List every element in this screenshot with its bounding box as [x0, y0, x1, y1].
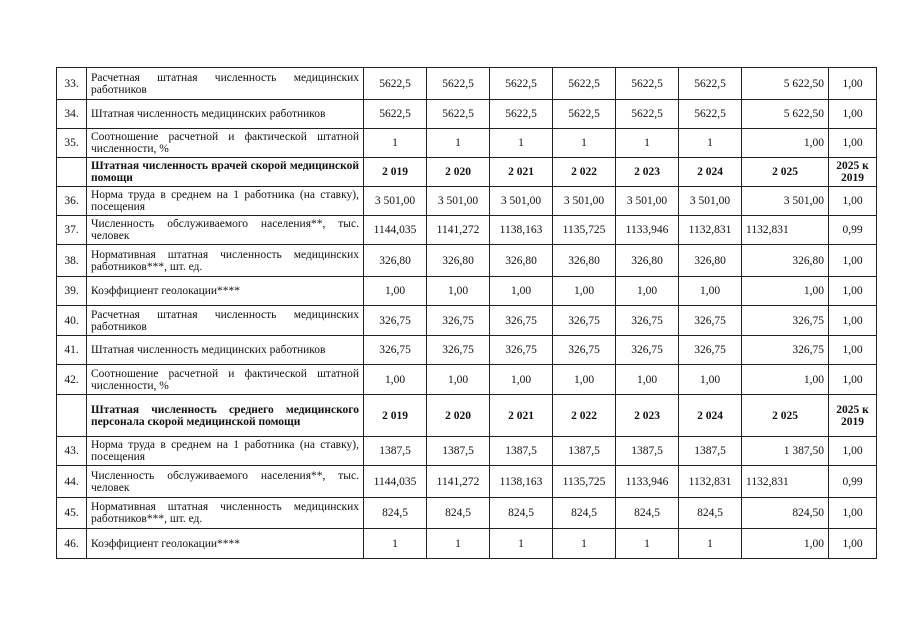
ratio-value-cell: 0,99	[829, 466, 877, 498]
year-value-cell: 1387,5	[364, 437, 427, 466]
ratio-value-cell: 1,00	[829, 245, 877, 277]
row-number-cell	[57, 158, 87, 187]
row-number-cell: 34.	[57, 100, 87, 129]
row-number-cell	[57, 395, 87, 437]
year-value-cell: 1	[364, 529, 427, 559]
row-number-cell: 41.	[57, 336, 87, 365]
row-number-cell: 46.	[57, 529, 87, 559]
section-title-cell: Штатная численность врачей скорой медицинской помощи	[87, 158, 364, 187]
year-value-cell: 824,5	[679, 498, 742, 529]
year-value-cell: 326,75	[616, 306, 679, 336]
year-value-cell: 5622,5	[616, 68, 679, 100]
year-value-cell: 326,75	[490, 306, 553, 336]
year-value-cell: 1,00	[427, 277, 490, 306]
year-value-cell: 1	[679, 129, 742, 158]
ratio-value-cell: 1,00	[829, 336, 877, 365]
ratio-value-cell: 1,00	[829, 187, 877, 216]
year-value-cell: 326,75	[553, 306, 616, 336]
year-header-cell: 2 022	[553, 395, 616, 437]
year-header-cell: 2 025	[742, 395, 829, 437]
table-row	[57, 336, 877, 365]
year-value-cell: 1,00	[616, 277, 679, 306]
year-value-cell: 326,75	[364, 336, 427, 365]
year-value-cell: 5622,5	[364, 68, 427, 100]
indicator-label-cell: Норма труда в среднем на 1 работника (на ставку), посещения	[87, 437, 364, 466]
year-header-cell: 2 021	[490, 395, 553, 437]
year-value-cell: 326,80	[553, 245, 616, 277]
year-value-cell: 5622,5	[427, 68, 490, 100]
year-value-cell: 1135,725	[553, 216, 616, 245]
year-value-cell: 1132,831	[679, 216, 742, 245]
year-value-cell: 1141,272	[427, 466, 490, 498]
staffing-table	[56, 67, 877, 559]
section-header-row	[57, 395, 877, 437]
indicator-label-cell: Численность обслуживаемого населения**, тыс. человек	[87, 466, 364, 498]
year-header-cell: 2 021	[490, 158, 553, 187]
year-value-cell: 1135,725	[553, 466, 616, 498]
table-row	[57, 466, 877, 498]
indicator-label-cell: Численность обслуживаемого населения**, тыс. человек	[87, 216, 364, 245]
ratio-value-cell: 1,00	[829, 365, 877, 395]
year-value-cell: 5622,5	[679, 100, 742, 129]
table-row	[57, 245, 877, 277]
year-value-cell: 5622,5	[427, 100, 490, 129]
indicator-label-cell: Нормативная штатная численность медицинских работников***, шт. ед.	[87, 245, 364, 277]
row-number-cell: 44.	[57, 466, 87, 498]
year-value-cell: 1,00	[490, 277, 553, 306]
year-2025-value-cell: 1,00	[742, 129, 829, 158]
year-2025-value-cell: 1,00	[742, 529, 829, 559]
row-number-cell: 42.	[57, 365, 87, 395]
indicator-label-cell: Соотношение расчетной и фактической штатной численности, %	[87, 365, 364, 395]
year-value-cell: 1,00	[427, 365, 490, 395]
ratio-header-cell: 2025 к 2019	[829, 395, 877, 437]
year-value-cell: 326,80	[490, 245, 553, 277]
year-value-cell: 3 501,00	[616, 187, 679, 216]
table-row	[57, 216, 877, 245]
year-2025-value-cell: 1132,831	[742, 466, 829, 498]
year-value-cell: 326,75	[490, 336, 553, 365]
year-value-cell: 326,75	[427, 336, 490, 365]
year-value-cell: 3 501,00	[679, 187, 742, 216]
year-value-cell: 326,75	[364, 306, 427, 336]
year-value-cell: 1	[616, 529, 679, 559]
year-value-cell: 1	[679, 529, 742, 559]
year-value-cell: 326,75	[679, 306, 742, 336]
year-header-cell: 2 023	[616, 158, 679, 187]
year-value-cell: 1	[553, 129, 616, 158]
year-header-cell: 2 019	[364, 158, 427, 187]
row-number-cell: 39.	[57, 277, 87, 306]
year-value-cell: 3 501,00	[364, 187, 427, 216]
indicator-label-cell: Расчетная штатная численность медицинских работников	[87, 306, 364, 336]
year-value-cell: 1387,5	[553, 437, 616, 466]
year-value-cell: 1,00	[679, 365, 742, 395]
indicator-label-cell: Коэффициент геолокации****	[87, 277, 364, 306]
table-row	[57, 529, 877, 559]
year-value-cell: 1141,272	[427, 216, 490, 245]
year-value-cell: 1,00	[553, 277, 616, 306]
year-value-cell: 5622,5	[490, 68, 553, 100]
row-number-cell: 36.	[57, 187, 87, 216]
section-title-cell: Штатная численность среднего медицинского персонала скорой медицинской помощи	[87, 395, 364, 437]
year-value-cell: 824,5	[490, 498, 553, 529]
year-value-cell: 1144,035	[364, 466, 427, 498]
year-2025-value-cell: 5 622,50	[742, 68, 829, 100]
indicator-label-cell: Штатная численность медицинских работников	[87, 100, 364, 129]
year-2025-value-cell: 1,00	[742, 365, 829, 395]
year-value-cell: 5622,5	[553, 68, 616, 100]
table-row	[57, 306, 877, 336]
year-2025-value-cell: 5 622,50	[742, 100, 829, 129]
year-2025-value-cell: 824,50	[742, 498, 829, 529]
year-value-cell: 3 501,00	[427, 187, 490, 216]
ratio-value-cell: 1,00	[829, 129, 877, 158]
year-value-cell: 1,00	[364, 277, 427, 306]
year-value-cell: 326,80	[616, 245, 679, 277]
table-row	[57, 437, 877, 466]
year-value-cell: 3 501,00	[490, 187, 553, 216]
year-2025-value-cell: 1 387,50	[742, 437, 829, 466]
year-value-cell: 5622,5	[679, 68, 742, 100]
indicator-label-cell: Нормативная штатная численность медицинских работников***, шт. ед.	[87, 498, 364, 529]
year-value-cell: 1,00	[616, 365, 679, 395]
year-value-cell: 1387,5	[616, 437, 679, 466]
year-2025-value-cell: 326,80	[742, 245, 829, 277]
year-2025-value-cell: 3 501,00	[742, 187, 829, 216]
year-header-cell: 2 024	[679, 158, 742, 187]
year-value-cell: 1133,946	[616, 216, 679, 245]
year-value-cell: 1387,5	[679, 437, 742, 466]
year-value-cell: 824,5	[427, 498, 490, 529]
table-row	[57, 129, 877, 158]
year-header-cell: 2 020	[427, 395, 490, 437]
table-body	[57, 68, 877, 559]
year-value-cell: 5622,5	[364, 100, 427, 129]
indicator-label-cell: Коэффициент геолокации****	[87, 529, 364, 559]
table-row	[57, 68, 877, 100]
year-value-cell: 1144,035	[364, 216, 427, 245]
year-value-cell: 1	[553, 529, 616, 559]
year-value-cell: 326,75	[616, 336, 679, 365]
year-value-cell: 326,80	[364, 245, 427, 277]
row-number-cell: 33.	[57, 68, 87, 100]
year-value-cell: 326,75	[553, 336, 616, 365]
year-value-cell: 1387,5	[490, 437, 553, 466]
year-value-cell: 1,00	[553, 365, 616, 395]
year-value-cell: 1	[364, 129, 427, 158]
table-row	[57, 100, 877, 129]
ratio-value-cell: 1,00	[829, 100, 877, 129]
indicator-label-cell: Норма труда в среднем на 1 работника (на ставку), посещения	[87, 187, 364, 216]
year-2025-value-cell: 1,00	[742, 277, 829, 306]
indicator-label-cell: Расчетная штатная численность медицинских работников	[87, 68, 364, 100]
year-value-cell: 1	[490, 529, 553, 559]
table-row	[57, 498, 877, 529]
ratio-value-cell: 1,00	[829, 498, 877, 529]
row-number-cell: 35.	[57, 129, 87, 158]
year-value-cell: 3 501,00	[553, 187, 616, 216]
year-value-cell: 1132,831	[679, 466, 742, 498]
year-2025-value-cell: 326,75	[742, 306, 829, 336]
table-row	[57, 187, 877, 216]
year-value-cell: 5622,5	[553, 100, 616, 129]
year-value-cell: 1,00	[679, 277, 742, 306]
year-value-cell: 824,5	[553, 498, 616, 529]
ratio-value-cell: 1,00	[829, 437, 877, 466]
year-value-cell: 1138,163	[490, 216, 553, 245]
year-2025-value-cell: 326,75	[742, 336, 829, 365]
section-header-row	[57, 158, 877, 187]
year-header-cell: 2 020	[427, 158, 490, 187]
row-number-cell: 40.	[57, 306, 87, 336]
indicator-label-cell: Штатная численность медицинских работников	[87, 336, 364, 365]
year-value-cell: 1,00	[490, 365, 553, 395]
year-header-cell: 2 025	[742, 158, 829, 187]
ratio-value-cell: 1,00	[829, 68, 877, 100]
year-header-cell: 2 019	[364, 395, 427, 437]
ratio-value-cell: 0,99	[829, 216, 877, 245]
ratio-header-cell: 2025 к 2019	[829, 158, 877, 187]
year-value-cell: 326,75	[427, 306, 490, 336]
year-value-cell: 1,00	[364, 365, 427, 395]
year-header-cell: 2 023	[616, 395, 679, 437]
row-number-cell: 38.	[57, 245, 87, 277]
year-value-cell: 5622,5	[616, 100, 679, 129]
year-header-cell: 2 024	[679, 395, 742, 437]
row-number-cell: 37.	[57, 216, 87, 245]
row-number-cell: 43.	[57, 437, 87, 466]
year-value-cell: 1	[427, 129, 490, 158]
year-value-cell: 5622,5	[490, 100, 553, 129]
year-value-cell: 1138,163	[490, 466, 553, 498]
year-value-cell: 824,5	[364, 498, 427, 529]
ratio-value-cell: 1,00	[829, 529, 877, 559]
year-header-cell: 2 022	[553, 158, 616, 187]
row-number-cell: 45.	[57, 498, 87, 529]
ratio-value-cell: 1,00	[829, 277, 877, 306]
year-2025-value-cell: 1132,831	[742, 216, 829, 245]
table-row	[57, 277, 877, 306]
year-value-cell: 824,5	[616, 498, 679, 529]
indicator-label-cell: Соотношение расчетной и фактической штатной численности, %	[87, 129, 364, 158]
year-value-cell: 1	[616, 129, 679, 158]
table-row	[57, 365, 877, 395]
year-value-cell: 1	[490, 129, 553, 158]
year-value-cell: 326,80	[679, 245, 742, 277]
year-value-cell: 1133,946	[616, 466, 679, 498]
year-value-cell: 326,75	[679, 336, 742, 365]
ratio-value-cell: 1,00	[829, 306, 877, 336]
year-value-cell: 326,80	[427, 245, 490, 277]
year-value-cell: 1	[427, 529, 490, 559]
year-value-cell: 1387,5	[427, 437, 490, 466]
